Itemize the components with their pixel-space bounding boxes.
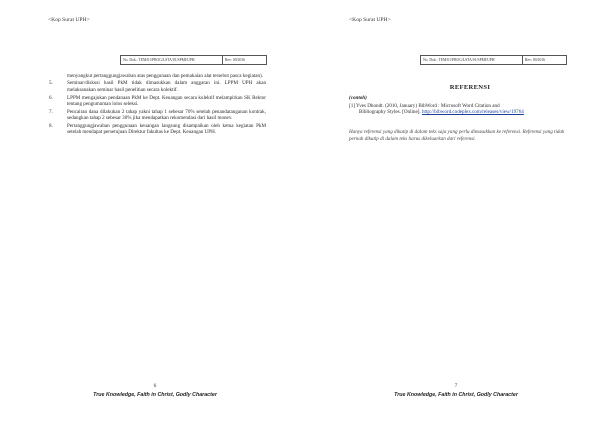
list-item <box>48 80 266 93</box>
reference-note: Hanya referensi yang dikutip di dalam teks saja yang perlu dimasukkan ke referensi. Referensi yang tidak pernah dikutip di dalam teks harus dikeluarkan dari referensi. <box>349 129 565 142</box>
continuation-text: menyangkut pertanggungjawaban atas penggunaan dan pemakaian alat tersebut pasca kegiatan). <box>67 73 264 79</box>
page-number: 7 <box>454 383 458 389</box>
page-body <box>48 73 266 137</box>
document-page-right <box>300 0 600 424</box>
list-item-number: 8. <box>49 123 53 130</box>
footer-motto: True Knowledge, Faith in Christ, Godly Character <box>394 392 518 398</box>
section-subtitle: (contoh) <box>349 95 367 101</box>
list-item <box>48 123 266 136</box>
letterhead-placeholder: <Kop Surat UPH> <box>48 17 90 23</box>
reference-entry <box>349 103 567 116</box>
document-info-box <box>120 55 267 65</box>
revision-number: Rev: 00/2016 <box>225 58 245 62</box>
reference-link[interactable]: http://bibword.codeplex.com/releases/view/19764 <box>421 109 524 116</box>
list-item-text: LPPM mengajukan pendanaan PkM ke Dept. Keuangan secara kolektif melampirkan SK Rektor tentang pengumuman lolos seleksi. <box>67 94 266 108</box>
list-item-number: 5. <box>49 80 53 87</box>
list-item-number: 6. <box>49 94 53 101</box>
footer-motto: True Knowledge, Faith in Christ, Godly Character <box>93 392 217 398</box>
list-item-text: Seminar/diskusi hasil PkM tidak dimasukkan dalam anggaran ini. LPPM UPH akan melaksanakan seminar hasil penelitian secara kolektif. <box>67 80 266 93</box>
document-number: No. Dok.: TEM/01/PROG/LSTA/01/SPMI/UPH <box>121 56 223 64</box>
section-title: REFERENSI <box>449 84 491 91</box>
reference-line-2-prefix: Bibliography Styles. [Online]. <box>359 109 421 116</box>
letterhead-placeholder: <Kop Surat UPH> <box>349 17 391 23</box>
document-info-box <box>420 55 567 65</box>
document-number: No. Dok.: TEM/01/PROG/LSTA/01/SPMI/UPH <box>421 56 523 64</box>
revision-number: Rev: 00/2016 <box>525 58 545 62</box>
reference-line-1: [1] Yves Dhondt. (2010, January) BibWord : Microsoft Word Citation and <box>349 103 500 109</box>
list-item <box>48 95 266 108</box>
list-item-text: Pencairan dana dilakukan 2 tahap yakni tahap 1 sebesar 70% setelah penandatanganan kontrak, sedangkan tahap 2 sebesar 30% jika mendapatkan rekomendasi dari hasil monev. <box>67 108 266 122</box>
list-item <box>48 109 266 122</box>
reference-line-2 <box>349 109 567 115</box>
page-number: 6 <box>153 383 157 389</box>
list-item-number: 7. <box>49 108 53 115</box>
list-item-text: Pertanggungjawaban penggunaan keuangan langsung disampaikan oleh ketua kegiatan PkM setelah mendapat persetujuan Direktur fakultas ke Dept. Keuangan UPH. <box>67 123 266 136</box>
